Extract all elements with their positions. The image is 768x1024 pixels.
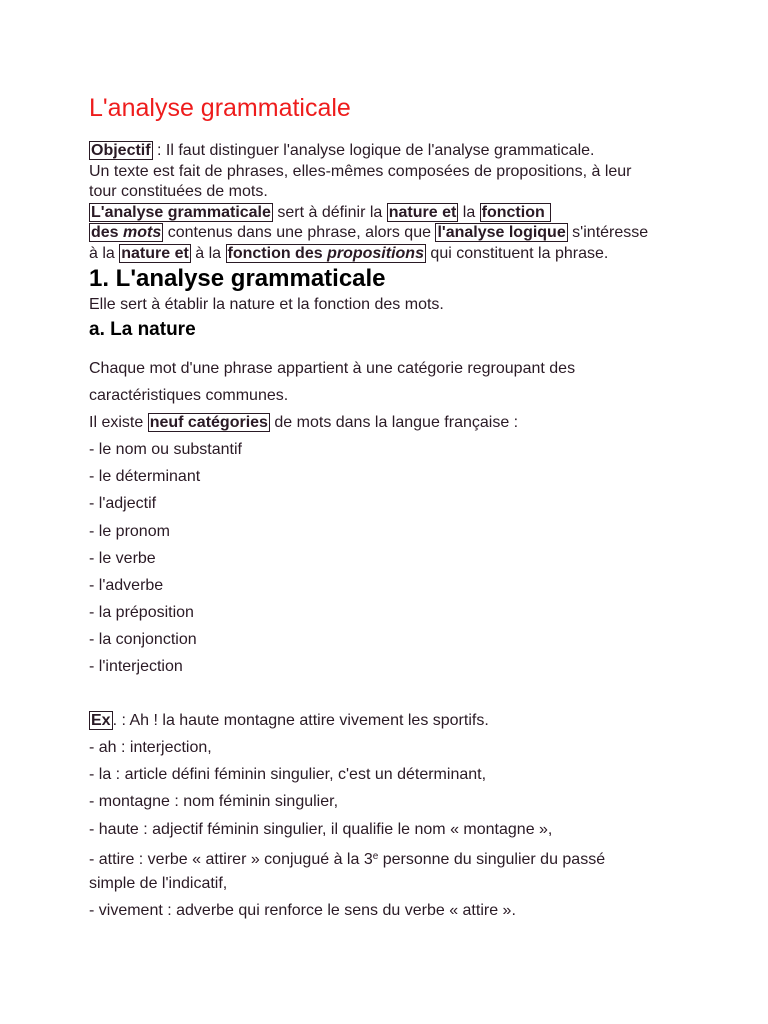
paragraph-line: caractéristiques communes. — [89, 387, 289, 405]
intro-text: à la — [190, 244, 226, 262]
section-heading: 1. L'analyse grammaticale — [89, 265, 386, 292]
fonction-term: fonction — [480, 203, 551, 222]
example-line: - montagne : nom féminin singulier, — [89, 793, 339, 811]
example-line-attire — [89, 843, 709, 870]
category-item: - le pronom — [89, 522, 170, 540]
intro-text: contenus dans une phrase, alors que — [163, 224, 436, 242]
text: de mots dans la langue française : — [269, 414, 519, 432]
example-sentence — [89, 707, 709, 734]
fonction-propositions-term — [226, 244, 426, 263]
objectif-text: : Il faut distinguer l'analyse logique de l'analyse grammaticale. — [152, 142, 595, 159]
paragraph-line: Chaque mot d'une phrase appartient à une catégorie regroupant des — [89, 360, 576, 377]
analyse-logique-term: l'analyse logique — [437, 224, 566, 242]
example-line: - vivement : adverbe qui renforce le sens du verbe « attire ». — [89, 901, 516, 919]
category-item: - l'adverbe — [89, 576, 164, 594]
des-text: des — [91, 224, 124, 242]
nature-term: nature et — [388, 203, 457, 221]
spacer — [89, 680, 709, 707]
objectif-label: Objectif — [91, 142, 151, 159]
example-line: - haute : adjectif féminin singulier, il qualifie le nom « montagne », — [89, 820, 553, 838]
neuf-categories-term: neuf catégories — [149, 414, 268, 432]
intro-block — [89, 141, 689, 265]
intro-line-3: tour constituées de mots. — [89, 183, 268, 201]
superscript: e — [372, 850, 379, 862]
category-item: - la conjonction — [89, 630, 197, 648]
propositions-text: propositions — [327, 244, 424, 262]
example-line: - la : article défini féminin singulier, c'est un déterminant, — [89, 766, 487, 784]
category-item: - le nom ou substantif — [89, 441, 242, 459]
text: - attire : verbe « attirer » conjugué à la 3 — [89, 850, 373, 868]
category-item: - l'interjection — [89, 658, 183, 676]
intro-line-5 — [89, 223, 689, 244]
intro-text: la — [458, 203, 480, 221]
intro-text: sert à définir la — [272, 203, 387, 221]
intro-line-6 — [89, 244, 689, 265]
nature-term-2: nature et — [121, 244, 189, 262]
text: personne du singulier du passé — [378, 850, 606, 868]
category-item: - l'adjectif — [89, 495, 157, 513]
intro-text: s'intéresse — [567, 224, 649, 242]
mots-text: mots — [123, 224, 162, 242]
fonction-des-text: fonction des — [227, 244, 328, 262]
example-line: - ah : interjection, — [89, 739, 212, 757]
des-mots-term — [89, 223, 163, 242]
section-description: Elle sert à établir la nature et la fonction des mots. — [89, 296, 444, 313]
text: . : Ah ! la haute montagne attire vivement les sportifs. — [112, 712, 489, 730]
intro-line-1 — [89, 141, 689, 162]
nature-body — [89, 355, 709, 924]
intro-line-2: Un texte est fait de phrases, elles-mêmes composées de propositions, à leur — [89, 162, 632, 180]
intro-line-4 — [89, 203, 689, 224]
example-label: Ex — [91, 712, 111, 730]
category-item: - le verbe — [89, 549, 156, 567]
analyse-grammaticale-term: L'analyse grammaticale — [91, 203, 271, 221]
category-item: - le déterminant — [89, 468, 201, 486]
category-item: - la préposition — [89, 603, 194, 621]
example-line: simple de l'indicatif, — [89, 874, 228, 892]
subsection-heading: a. La nature — [89, 319, 196, 340]
intro-text: qui constituent la phrase. — [425, 244, 609, 262]
text: Il existe — [89, 414, 148, 432]
page-title: L'analyse grammaticale — [89, 94, 351, 122]
intro-text: à la — [89, 244, 120, 262]
categories-intro — [89, 409, 709, 436]
